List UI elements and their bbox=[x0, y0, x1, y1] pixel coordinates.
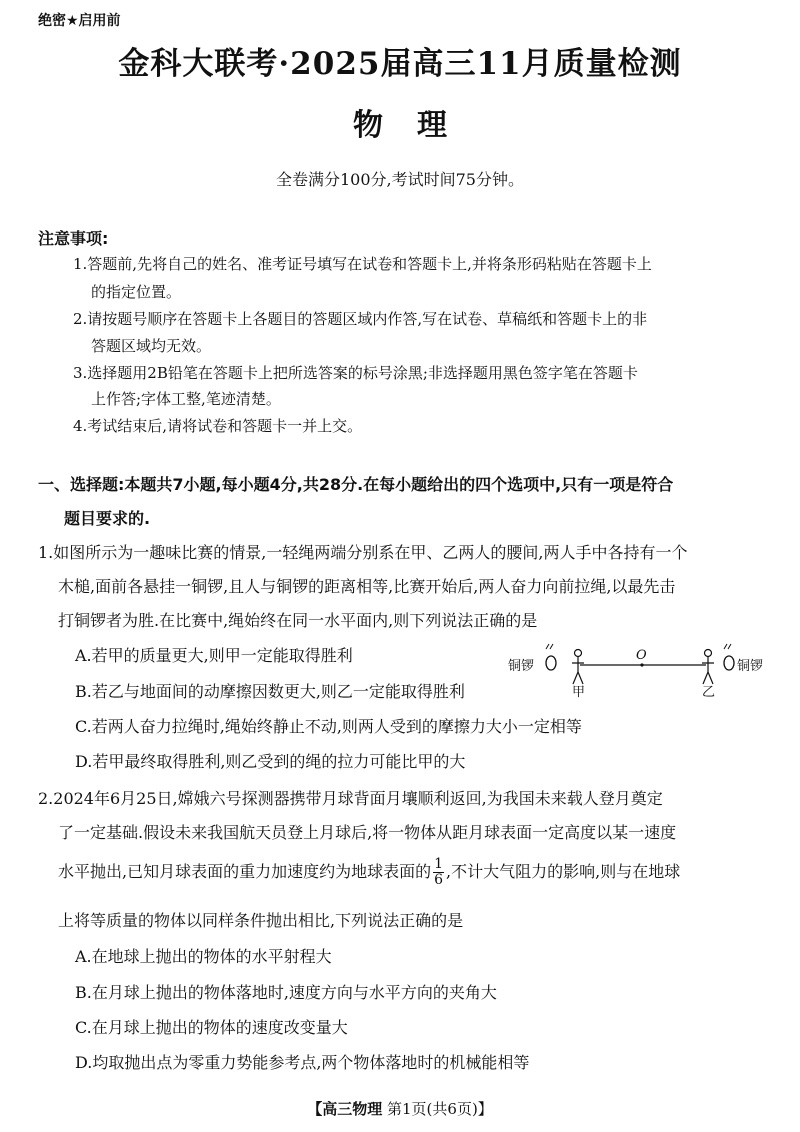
question-2-option-b: B.在月球上抛出的物体落地时,速度方向与水平方向的夹角大 bbox=[75, 983, 497, 1002]
question-2-text-with-fraction bbox=[58, 857, 680, 888]
notice-item-cont: 上作答;字体工整,笔迹清楚。 bbox=[91, 390, 281, 408]
person-yi-icon bbox=[702, 650, 714, 685]
question-2-option-a: A.在地球上抛出的物体的水平射程大 bbox=[75, 947, 332, 966]
question-1-option-a: A.若甲的质量更大,则甲一定能取得胜利 bbox=[75, 646, 353, 665]
question-1-text: 1.如图所示为一趣味比赛的情景,一轻绳两端分别系在甲、乙两人的腰间,两人手中各持有一个 bbox=[38, 543, 688, 562]
section-heading-cont: 题目要求的. bbox=[64, 509, 151, 528]
right-gong-icon bbox=[724, 644, 734, 670]
point-o-label: O bbox=[636, 648, 647, 663]
section-heading: 一、选择题:本题共7小题,每小题4分,共28分.在每小题给出的四个选项中,只有一项是符合 bbox=[38, 475, 674, 494]
exam-title: 金科大联考·2025届高三11月质量检测 bbox=[118, 46, 682, 82]
notice-item: 1.答题前,先将自己的姓名、准考证号填写在试卷和答题卡上,并将条形码粘贴在答题卡上 bbox=[73, 255, 652, 273]
page-footer bbox=[0, 1098, 800, 1119]
footer-label: 【高三物理 bbox=[307, 1100, 383, 1118]
question-2-text: 了一定基础.假设未来我国航天员登上月球后,将一物体从距月球表面一定高度以某一速度 bbox=[58, 823, 677, 842]
score-note: 全卷满分100分,考试时间75分钟。 bbox=[276, 170, 524, 189]
notice-item: 4.考试结束后,请将试卷和答题卡一并上交。 bbox=[73, 417, 363, 435]
fraction-denominator: 6 bbox=[434, 872, 444, 888]
question-1-text: 打铜锣者为胜.在比赛中,绳始终在同一水平面内,则下列说法正确的是 bbox=[58, 611, 538, 630]
person-jia-label: 甲 bbox=[572, 685, 586, 700]
notice-item: 2.请按题号顺序在答题卡上各题目的答题区域内作答,写在试卷、草稿纸和答题卡上的非 bbox=[73, 310, 648, 328]
notice-item-cont: 的指定位置。 bbox=[91, 283, 182, 301]
left-gong-label: 铜锣 bbox=[508, 659, 535, 674]
question-2-option-c: C.在月球上抛出的物体的速度改变量大 bbox=[75, 1018, 348, 1037]
notice-item-cont: 答题区域均无效。 bbox=[91, 337, 212, 355]
footer-page-number: 第1页(共6页)】 bbox=[387, 1100, 493, 1118]
question-2-text-part: 水平抛出,已知月球表面的重力加速度约为地球表面的 bbox=[58, 862, 432, 881]
tug-of-war-figure bbox=[508, 640, 770, 700]
confidential-mark: 绝密★启用前 bbox=[38, 13, 121, 29]
person-yi-label: 乙 bbox=[702, 685, 716, 700]
question-2-text: 上将等质量的物体以同样条件抛出相比,下列说法正确的是 bbox=[58, 911, 464, 930]
notice-title: 注意事项: bbox=[38, 229, 109, 248]
center-point bbox=[640, 663, 643, 666]
notice-item: 3.选择题用2B铅笔在答题卡上把所选答案的标号涂黑;非选择题用黑色签字笔在答题卡 bbox=[73, 364, 638, 382]
question-2-text: 2.2024年6月25日,嫦娥六号探测器携带月球背面月壤顺利返回,为我国未来载人登月奠定 bbox=[38, 789, 663, 808]
question-1-option-c: C.若两人奋力拉绳时,绳始终静止不动,则两人受到的摩擦力大小一定相等 bbox=[75, 717, 582, 736]
fraction-numerator: 1 bbox=[434, 856, 444, 872]
question-1-option-b: B.若乙与地面间的动摩擦因数更大,则乙一定能取得胜利 bbox=[75, 682, 465, 701]
question-2-text-part: ,不计大气阻力的影响,则与在地球 bbox=[446, 862, 681, 881]
right-gong-label: 铜锣 bbox=[737, 659, 764, 674]
subject-title: 物理 bbox=[353, 108, 481, 143]
fraction-one-sixth bbox=[433, 857, 444, 888]
question-2-option-d: D.均取抛出点为零重力势能参考点,两个物体落地时的机械能相等 bbox=[75, 1053, 530, 1072]
person-jia-icon bbox=[572, 650, 584, 685]
question-1-text: 木槌,面前各悬挂一铜锣,且人与铜锣的距离相等,比赛开始后,两人奋力向前拉绳,以最先击 bbox=[58, 577, 676, 596]
question-1-option-d: D.若甲最终取得胜利,则乙受到的绳的拉力可能比甲的大 bbox=[75, 752, 466, 771]
left-gong-icon bbox=[546, 644, 556, 670]
